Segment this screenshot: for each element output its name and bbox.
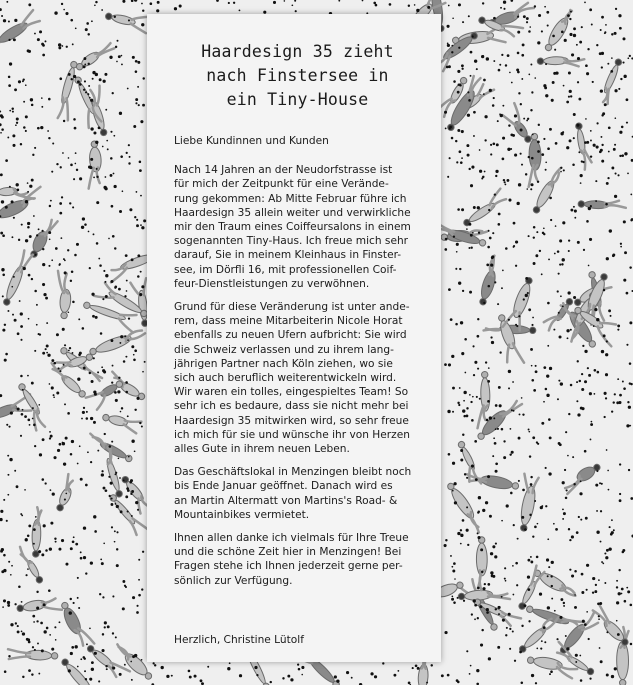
title-line: ein Tiny-House [226,90,369,109]
title-line: nach Finstersee in [206,66,389,85]
notice-paper [147,14,441,662]
paragraph-reason: Grund für diese Veränderung ist unter ande- rem, dass meine Mitarbeiterin Nicole Horat ebenfalls zu neuen Ufern aufbricht: Sie wird die Schweiz verlassen und zu ihrem lang- jährigen Partner nach Köln ziehen, wo sie sich auch beruflich weiterentwickeln wird. Wir waren ein tolles, eingespieltes Team! So sehr ich es bedaure, dass sie nicht mehr bei Haardesign 35 mitwirken wird, so sehr freue ich mich für sie und wünsche ihr von Herzen alles Gute in ihrem neuen Leben. [174,301,410,456]
paragraph-shop: Das Geschäftslokal in Menzingen bleibt noch bis Ende Januar geöffnet. Danach wird es an Martin Altermatt von Martins's Road- & Mountainbikes vermietet. [174,466,412,521]
paragraph-thanks: Ihnen allen danke ich vielmals für Ihre Treue und die schöne Zeit hier in Menzingen! Bei Fragen stehe ich Ihnen jederzeit gerne per- sönlich zur Verfügung. [174,532,409,587]
signature: Herzlich, Christine Lütolf [174,634,304,646]
paragraph-move: Nach 14 Jahren an der Neudorfstrasse ist für mich der Zeitpunkt für eine Verände- rung gekommen: Ab Mitte Februar führe ich Haardesign 35 allein weiter und verwirkliche mir den Traum eines Coiffeursalons in einem sogenannten Tiny-Haus. Ich freue mich sehr darauf, Sie in meinem Kleinhaus in Finster- see, im Dörfli 16, mit professionellen Coif- feur-Dienstleistungen zu verwöhnen. [174,164,411,290]
title-line: Haardesign 35 zieht [201,42,394,61]
notice-title [166,40,429,112]
salutation: Liebe Kundinnen und Kunden [174,135,329,147]
